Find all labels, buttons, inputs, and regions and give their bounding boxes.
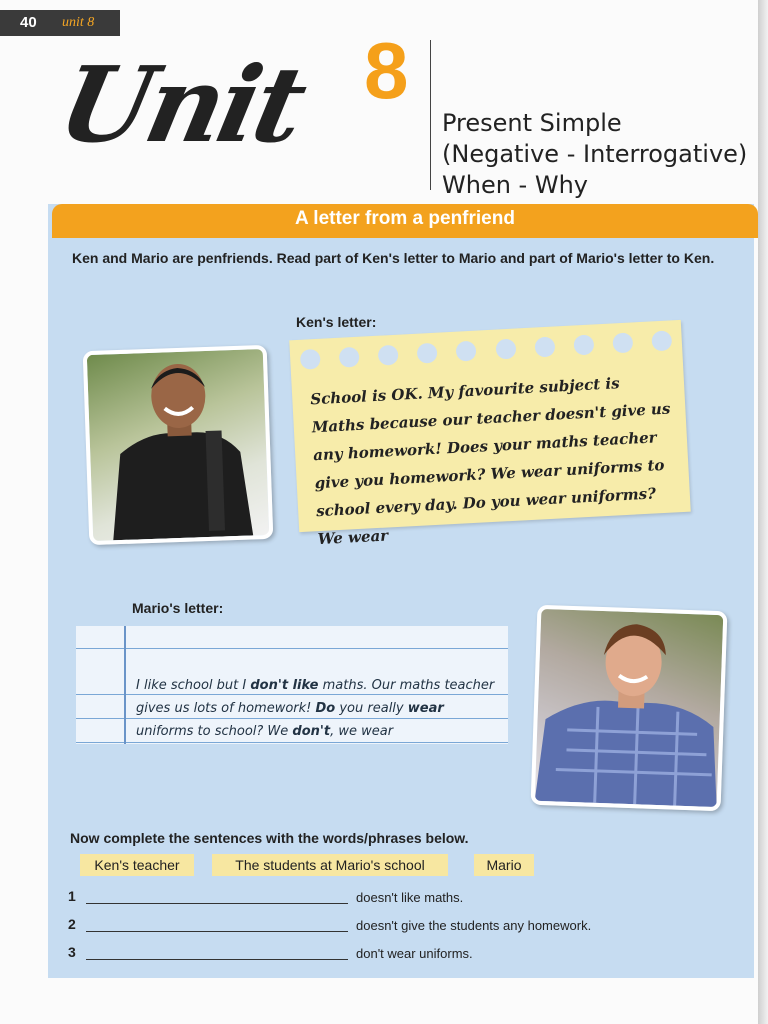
subtitle-line-2: (Negative - Interrogative) (442, 140, 748, 168)
item-number-2: 2 (68, 916, 76, 932)
ken-letter-note (289, 320, 691, 549)
punch-hole (300, 349, 321, 370)
ken-highlight: wear (525, 489, 567, 510)
mario-letter-paper (76, 626, 508, 744)
mario-text-part: you really (335, 701, 408, 716)
item-text-1: doesn't like maths. (356, 890, 464, 905)
ken-highlight: Does (446, 437, 489, 458)
exercise-instruction: Now complete the sentences with the words/phrases below. (70, 830, 469, 846)
mario-photo-illustration (535, 609, 724, 807)
ken-text-part: your maths teacher (487, 428, 657, 456)
unit-number: 8 (364, 26, 409, 115)
subtitle-line-1: Present Simple (442, 109, 622, 137)
ken-highlight: doesn't give (544, 400, 647, 425)
ken-letter-label: Ken's letter: (296, 314, 377, 330)
ken-highlight: Do (462, 493, 487, 513)
item-text-3: don't wear uniforms. (356, 946, 473, 961)
mario-photo (531, 605, 728, 812)
punch-hole (495, 339, 516, 360)
mario-highlight: don't like (250, 678, 319, 693)
page-edge (758, 0, 768, 1024)
section-intro: Ken and Mario are penfriends. Read part of Ken's letter to Mario and part of Mario's letter to Ken. (72, 250, 715, 266)
mario-highlight: don't (292, 724, 331, 739)
punch-hole (534, 337, 555, 358)
page-number: 40 (20, 14, 37, 31)
mario-letter-text (136, 674, 502, 743)
answer-line-2[interactable] (86, 931, 348, 932)
mario-letter-label: Mario's letter: (132, 600, 224, 616)
subtitle-line-3: When - Why (442, 171, 588, 199)
ken-text-part: School is OK. My favourite subject is Maths because our teacher (309, 374, 621, 437)
ken-letter-text (310, 367, 678, 554)
punch-hole (651, 330, 672, 351)
answer-line-1[interactable] (86, 903, 348, 904)
heading-divider (430, 40, 431, 190)
mario-highlight: wear (407, 701, 444, 716)
punch-hole (339, 347, 360, 368)
mario-text-part: maths. Our maths teacher gives us lots of homework! (136, 678, 495, 716)
option-mario: Mario (474, 854, 534, 876)
paper-margin-line (124, 626, 126, 744)
unit-subtitle (442, 108, 747, 201)
item-number-1: 1 (68, 888, 76, 904)
punch-hole (417, 343, 438, 364)
note-punch-holes (300, 330, 673, 373)
punch-hole (456, 341, 477, 362)
item-text-2: doesn't give the students any homework. (356, 918, 592, 933)
punch-hole (573, 334, 594, 355)
section-title: A letter from a penfriend (295, 208, 515, 229)
ken-photo-illustration (87, 349, 269, 541)
punch-hole (612, 332, 633, 353)
mario-text-part: I like school but I (136, 678, 251, 693)
unit-heading-script: Unit (49, 43, 314, 166)
ken-text-part: you (485, 491, 527, 512)
option-students-marios-school: The students at Mario's school (212, 854, 448, 876)
ken-text-part: you homework? We wear uniforms to school every day. (315, 455, 665, 521)
option-kens-teacher: Ken's teacher (80, 854, 194, 876)
section-title-bar (52, 204, 758, 238)
item-number-3: 3 (68, 944, 76, 960)
mario-text-part: , we wear (330, 724, 394, 739)
mario-highlight: Do (315, 701, 336, 716)
ken-text-part: us any homework! (312, 399, 671, 465)
punch-hole (378, 345, 399, 366)
page-unit-label: unit 8 (62, 15, 95, 30)
ken-text-part: uniforms? We wear (317, 484, 657, 549)
mario-text-part: uniforms to school? We (136, 724, 293, 739)
ken-photo (83, 345, 274, 545)
answer-line-3[interactable] (86, 959, 348, 960)
ken-highlight: give (314, 472, 350, 493)
